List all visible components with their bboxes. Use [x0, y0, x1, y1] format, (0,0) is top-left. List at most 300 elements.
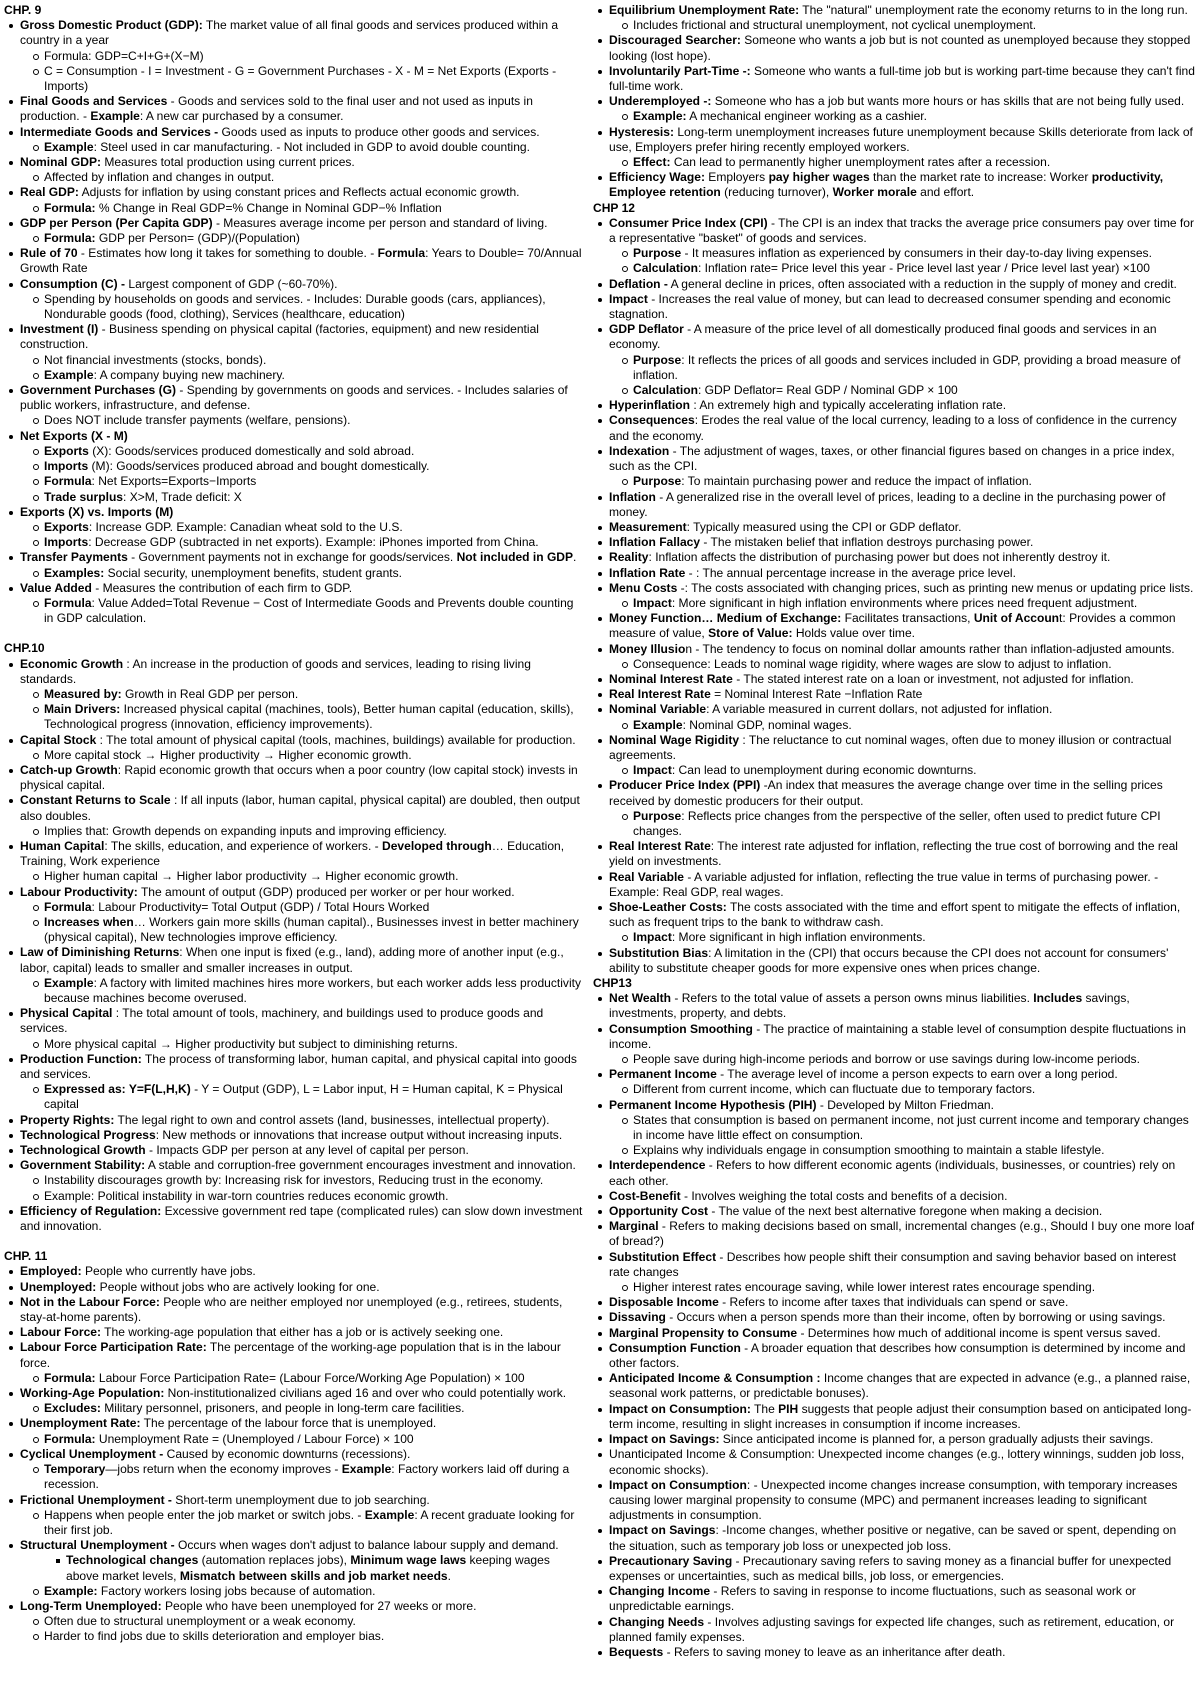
bold-term: Intermediate Goods and Services -: [20, 124, 219, 139]
sub-bullet-item: [4, 1584, 586, 1599]
bold-term: Main Drivers:: [44, 702, 121, 717]
body-text: : An extremely high and typically accelerating inflation rate.: [690, 398, 1007, 413]
bullet-item: [593, 1523, 1196, 1553]
bullet-item: [593, 1204, 1196, 1219]
body-text: : More significant in high inflation environments.: [671, 930, 926, 945]
bullet-item: [4, 216, 586, 231]
bold-term: Purpose: [633, 352, 682, 367]
body-text: - The stated interest rate on a loan or investment, not adjusted for inflation.: [732, 671, 1134, 686]
body-text: Growth in Real GDP per person.: [121, 686, 299, 701]
bullet-item: [593, 1478, 1196, 1524]
bullet-item: [4, 1204, 586, 1234]
body-text: Measures total production using current prices.: [101, 155, 355, 170]
sub-bullet-item: [593, 155, 1196, 170]
body-text: Explains why individuals engage in consumption smoothing to maintain a stable lifestyle.: [633, 1143, 1105, 1158]
bold-term: Technological Growth: [20, 1143, 146, 1158]
body-text: The amount of output (GDP) produced per worker or per hour worked.: [137, 884, 515, 899]
body-text: n - The tendency to focus on nominal dollar amounts rather than inflation-adjusted amounts.: [685, 641, 1175, 656]
body-text: Long-term unemployment increases future unemployment because Skills deteriorate from lack of use, Employers prefer hiring recently employed workers.: [609, 124, 1193, 154]
bold-term: Formula:: [44, 231, 96, 246]
bold-term: Consumer Price Index (CPI): [609, 215, 768, 230]
body-text: : Increase GDP. Example: Canadian wheat sold to the U.S.: [88, 519, 403, 534]
bold-term: Interdependence: [609, 1158, 706, 1173]
bold-term: Temporary: [44, 1462, 106, 1477]
bullet-list: [4, 18, 586, 626]
bullet-item: [593, 1341, 1196, 1371]
chapter-heading-chp-9: CHP. 9: [4, 3, 42, 17]
bullet-item: [4, 185, 586, 200]
bold-term: Changing Income: [609, 1584, 711, 1599]
bold-term: Hyperinflation: [609, 398, 690, 413]
bullet-item: [593, 277, 1196, 292]
bold-term: Gross Domestic Product (GDP):: [20, 18, 203, 33]
bold-term: Formula:: [44, 1370, 96, 1385]
sub-bullet-item: [4, 1401, 586, 1416]
bold-term: Efficiency of Regulation:: [20, 1203, 162, 1218]
bold-term: Formula: [44, 474, 92, 489]
body-text: : A company buying new machinery.: [93, 367, 285, 382]
body-text: : When one input is fixed (e.g., land), adding more of another input (e.g., labor, capital) leads to smaller and smaller increases in output.: [20, 945, 564, 975]
bold-term: Measured by:: [44, 686, 122, 701]
bullet-item: [593, 125, 1196, 155]
body-text: A stable and corruption-free government encourages investment and innovation.: [145, 1158, 576, 1173]
bullet-item: [4, 1493, 586, 1508]
bullet-item: [4, 18, 586, 48]
bold-term: Minimum wage laws: [350, 1553, 467, 1568]
bold-term: Physical Capital: [20, 1006, 113, 1021]
bold-term: Permanent Income: [609, 1067, 717, 1082]
bold-term: Disposable Income: [609, 1295, 719, 1310]
body-text: : A new car purchased by a consumer.: [139, 109, 344, 124]
body-text: Happens when people enter the job market or switch jobs. -: [44, 1507, 365, 1522]
bullet-item: [4, 505, 586, 520]
bold-term: Final Goods and Services: [20, 94, 168, 109]
bullet-item: [593, 444, 1196, 474]
bullet-item: [593, 1645, 1196, 1660]
bold-term: Substitution Bias: [609, 945, 709, 960]
bullet-item: [593, 1584, 1196, 1614]
bold-term: Catch-up Growth: [20, 762, 118, 777]
body-text: … Education, Training, Work experience: [20, 838, 565, 869]
bold-term: Underemployed -:: [609, 94, 712, 109]
sub-bullet-item: [4, 1173, 586, 1188]
body-text: Can lead to permanently higher unemployment rates after a recession.: [670, 155, 1051, 170]
sub-bullet-item: [4, 1553, 586, 1583]
bullet-item: [593, 581, 1196, 596]
bold-term: Menu Costs: [609, 580, 678, 595]
body-text: Labour Force Participation Rate= (Labour Force/Working Age Population) × 100: [95, 1370, 525, 1385]
body-text: - Describes how people shift their consumption and saving behavior based on interest rate changes: [609, 1249, 1177, 1279]
bullet-item: [593, 1022, 1196, 1052]
body-text: Different from current income, which can fluctuate due to temporary factors.: [633, 1082, 1036, 1097]
bullet-item: [4, 1447, 586, 1462]
bullet-item: [593, 535, 1196, 550]
bullet-item: [4, 322, 586, 352]
bold-term: Technological changes: [66, 1553, 199, 1568]
chapter-heading-chp-12: CHP 12: [593, 200, 635, 215]
sub-bullet-item: [4, 368, 586, 383]
body-text: : Years to Double= 70/Annual Growth Rate: [20, 246, 582, 276]
bold-term: Technological Progress: [20, 1127, 156, 1142]
right-column: [593, 3, 1196, 1660]
bold-term: Consequences: [609, 413, 695, 428]
bullet-item: [4, 1599, 586, 1614]
bullet-item: [4, 1325, 586, 1340]
sub-bullet-item: [4, 490, 586, 505]
chapter-heading-chp-10: CHP.10: [4, 641, 45, 656]
body-text: - The CPI is an index that tracks the average price consumers pay over time for a representative "basket" of goods and services.: [609, 215, 1194, 246]
body-text: -An index that measures the average change over time in the selling prices received by domestic producers for their output.: [609, 778, 1163, 808]
bold-term: Government Stability:: [20, 1158, 146, 1173]
bullet-item: [4, 1295, 586, 1325]
sub-bullet-item: [593, 474, 1196, 489]
body-text: C = Consumption - I = Investment - G = Government Purchases - X - M = Net Exports (Exports - Imports): [44, 63, 557, 94]
body-text: : The reluctance to cut nominal wages, often due to money illusion or contractual agreements.: [609, 732, 1172, 762]
bold-term: Inflation: [609, 489, 656, 504]
body-text: : Decrease GDP (subtracted in net exports). Example: iPhones imported from China.: [88, 535, 539, 550]
bold-term: Example: [44, 975, 94, 990]
body-text: … Workers gain more skills (human capital)., Businesses invest in better machinery (physical capital), New technologies improve efficiency.: [44, 914, 579, 945]
bold-term: Calculation: [633, 261, 698, 276]
bold-term: Increases when: [44, 914, 134, 929]
body-text: The percentage of the labour force that is unemployed.: [140, 1416, 437, 1431]
body-text: : Inflation rate= Price level this year - Price level last year / Price level last year) ×100: [697, 261, 1150, 276]
bullet-item: [593, 900, 1196, 930]
bullet-item: [593, 566, 1196, 581]
bullet-item: [593, 1371, 1196, 1401]
body-text: (automation replaces jobs),: [198, 1553, 351, 1568]
body-text: - Y = Output (GDP), L = Labor input, H = Human capital, K = Physical capital: [44, 1082, 563, 1112]
bold-term: Real Interest Rate: [609, 687, 711, 702]
bullet-item: [593, 490, 1196, 520]
sub-bullet-item: [593, 596, 1196, 611]
bold-term: Mismatch between skills and job market needs: [179, 1568, 448, 1583]
sub-bullet-item: [4, 520, 586, 535]
bold-term: Exports: [44, 519, 89, 534]
bold-term: Precautionary Saving: [609, 1553, 733, 1568]
body-text: : Can lead to unemployment during economic downturns.: [671, 763, 977, 778]
sub-bullet-item: [4, 1082, 586, 1112]
bullet-item: [4, 1052, 586, 1082]
body-text: : -Income changes, whether positive or negative, can be saved or spent, depending on the situation, such as temporary job loss or unexpected job loss.: [609, 1523, 1177, 1553]
body-text: Formula: GDP=C+I+G+(X−M): [44, 48, 204, 63]
bold-term: Imports: [44, 459, 89, 474]
bold-term: Money Illusio: [609, 641, 686, 656]
bold-term: Excludes:: [44, 1401, 101, 1416]
body-text: - Increases the real value of money, but can lead to decreased consumer spending and economic stagnation.: [609, 291, 1171, 322]
body-text: than the market rate to increase: Worker: [869, 170, 1092, 185]
bullet-item: [4, 125, 586, 140]
body-text: Largest component of GDP (~60-70%).: [125, 276, 338, 291]
bold-term: Net Exports (X - M): [20, 428, 128, 443]
bullet-item: [4, 1006, 586, 1036]
body-text: Unemployment Rate = (Unemployed / Labour Force) × 100: [95, 1431, 414, 1446]
bullet-item: [593, 520, 1196, 535]
bullet-item: [593, 839, 1196, 869]
bold-term: Indexation: [609, 443, 670, 458]
bullet-item: [593, 611, 1196, 641]
bold-term: Includes: [1033, 991, 1083, 1006]
bold-term: Hysteresis:: [609, 124, 674, 139]
body-text: - Refers to making decisions based on small, incremental changes (e.g., Should I buy one more loaf of bread?): [609, 1219, 1195, 1249]
body-text: : An increase in the production of goods and services, leading to rising living standards.: [20, 656, 531, 686]
bold-term: Not in the Labour Force:: [20, 1294, 160, 1309]
sub-bullet-item: [4, 1508, 586, 1538]
sub-bullet-item: [593, 18, 1196, 33]
body-text: - Impacts GDP per person at any level of capital per person.: [145, 1143, 469, 1158]
body-text: Goods used as inputs to produce other goods and services.: [218, 124, 540, 139]
bold-term: Consumption (C) -: [20, 276, 126, 291]
body-text: The process of transforming labor, human capital, and physical capital into goods and services.: [20, 1051, 577, 1082]
bullet-item: [593, 413, 1196, 443]
body-text: Unanticipated Income & Consumption: Unexpected income changes (e.g., lottery winnings, sudden job loss, economic shocks).: [609, 1447, 1185, 1477]
bullet-item: [593, 642, 1196, 657]
bold-term: Consumption Function: [609, 1340, 741, 1355]
body-text: Short-term unemployment due to job searching.: [171, 1492, 430, 1507]
body-text: A mechanical engineer working as a cashier.: [686, 109, 927, 124]
sub-bullet-item: [4, 748, 586, 763]
bold-term: Value Added: [20, 580, 92, 595]
sub-bullet-item: [4, 474, 586, 489]
sub-bullet-item: [4, 900, 586, 915]
bullet-item: [593, 1067, 1196, 1082]
bold-term: Worker morale: [832, 185, 917, 200]
bold-term: Example: [341, 1462, 392, 1477]
body-text: Instability discourages growth by: Increasing risk for investors, Reducing trust in the economy.: [44, 1173, 544, 1188]
body-text: The costs associated with the time and effort spent to mitigate the effects of inflation, such as frequent trips to the bank to withdraw cash.: [609, 899, 1181, 930]
body-text: (M): Goods/services produced abroad and bought domestically.: [88, 459, 430, 474]
bold-term: Permanent Income Hypothesis (PIH): [609, 1097, 817, 1112]
body-text: - Developed by Milton Friedman.: [816, 1097, 994, 1112]
bullet-item: [4, 945, 586, 975]
bold-term: Discouraged Searcher:: [609, 33, 741, 48]
bold-term: Real Interest Rate: [609, 839, 711, 854]
bullet-item: [4, 885, 586, 900]
bullet-item: [593, 1310, 1196, 1325]
bold-term: Investment (I): [20, 322, 99, 337]
bold-term: Economic Growth: [20, 656, 124, 671]
bullet-list: [4, 657, 586, 1235]
body-text: - Spending by governments on goods and services. - Includes salaries of public workers, infrastructure, and defense.: [20, 383, 568, 413]
body-text: suggests that people adjust their consumption based on anticipated long-term income, resulting in slight increases in consumption if income increases.: [609, 1401, 1192, 1431]
body-text: - Determines how much of additional income is spent versus saved.: [797, 1325, 1161, 1340]
bullet-item: [593, 1326, 1196, 1341]
bullet-item: [4, 793, 586, 823]
bullet-item: [593, 292, 1196, 322]
bold-term: Unemployment Rate:: [20, 1416, 141, 1431]
bullet-item: [593, 778, 1196, 808]
body-text: : A variable measured in current dollars, not adjusted for inflation.: [706, 702, 1053, 717]
body-text: - The mistaken belief that inflation destroys purchasing power.: [700, 535, 1034, 550]
sub-bullet-item: [593, 1052, 1196, 1067]
body-text: Facilitates transactions,: [841, 611, 974, 626]
body-text: People who have been unemployed for 27 weeks or more.: [161, 1598, 477, 1613]
body-text: .: [447, 1568, 451, 1583]
sub-bullet-item: [4, 702, 586, 732]
body-text: savings, investments, property, and debts.: [609, 991, 1130, 1021]
body-text: : Nominal GDP, nominal wages.: [682, 717, 852, 732]
bold-term: Employed:: [20, 1264, 82, 1279]
body-text: Implies that: Growth depends on expanding inputs and improving efficiency.: [44, 823, 447, 838]
body-text: -: The costs associated with changing prices, such as printing new menus or updating price lists.: [677, 580, 1194, 595]
body-text: Military personnel, prisoners, and people in long-term care facilities.: [100, 1401, 465, 1416]
body-text: : Value Added=Total Revenue − Cost of Intermediate Goods and Prevents double counting in GDP calculation.: [44, 595, 574, 626]
bold-term: Substitution Effect: [609, 1249, 717, 1264]
bold-term: Not included in GDP: [456, 550, 574, 565]
bold-term: Example:: [633, 109, 687, 124]
body-text: : - Unexpected income changes increase consumption, with temporary increases causing lower marginal propensity to consume (MPC) and permanent increases leading to significant adjustments in consumption.: [609, 1477, 1178, 1523]
body-text: : A limitation in the (CPI) that occurs because the CPI does not account for consumers' ability to substitute cheaper goods for more expensive ones when prices change.: [609, 945, 1169, 975]
body-text: - Occurs when a person spends more than their income, often by borrowing or using savings.: [665, 1310, 1166, 1325]
body-text: % Change in Real GDP=% Change in Nominal GDP−% Inflation: [95, 200, 442, 215]
sub-bullet-item: [4, 231, 586, 246]
bold-term: Bequests: [609, 1644, 664, 1659]
sub-bullet-item: [593, 930, 1196, 945]
body-text: : The interest rate adjusted for inflation, reflecting the true cost of borrowing and the real yield on investments.: [609, 839, 1178, 869]
body-text: Someone who wants a job but is not counted as unemployed because they stopped looking (lost hope).: [609, 33, 1191, 63]
bold-term: Reality: [609, 550, 649, 565]
body-text: Occurs when wages don't adjust to balance labour supply and demand.: [174, 1538, 559, 1553]
body-text: Excessive government red tape (complicated rules) can slow down investment and innovation.: [20, 1203, 583, 1234]
sub-bullet-item: [4, 49, 586, 64]
body-text: : A factory with limited machines hires more workers, but each worker adds less productivity because machines become overused.: [44, 975, 581, 1005]
body-text: - Measures average income per person and standard of living.: [212, 215, 548, 230]
body-text: (reducing turnover),: [720, 185, 833, 200]
body-text: People who are neither employed nor unemployed (e.g., retirees, students, stay-at-home parents).: [20, 1294, 563, 1325]
body-text: : More significant in high inflation environments where prices need frequent adjustment.: [671, 595, 1138, 610]
sub-bullet-item: [4, 1629, 586, 1644]
bullet-item: [593, 1219, 1196, 1249]
chapter-heading-chp13: CHP13: [593, 976, 632, 990]
bullet-item: [593, 733, 1196, 763]
body-text: Someone who wants a full-time job but is working part-time because they can't find full-time work.: [609, 63, 1195, 94]
bold-term: Impact on Savings:: [609, 1432, 720, 1447]
sub-bullet-item: [4, 444, 586, 459]
bold-term: Opportunity Cost: [609, 1204, 709, 1219]
bold-term: Unit of Accoun: [973, 611, 1060, 626]
body-text: : New methods or innovations that increase output without increasing inputs.: [155, 1127, 563, 1142]
bold-term: Human Capital: [20, 838, 105, 853]
bold-term: Net Wealth: [609, 991, 672, 1006]
bullet-list: [593, 3, 1196, 201]
body-text: - Refers to the total value of assets a person owns minus liabilities.: [671, 991, 1034, 1006]
body-text: : GDP Deflator= Real GDP / Nominal GDP × 100: [697, 383, 958, 398]
body-text: Harder to find jobs due to skills deterioration and employer bias.: [44, 1629, 385, 1644]
body-text: The working-age population that either has a job or is actively seeking one.: [101, 1325, 504, 1340]
bold-term: Impact: [633, 595, 672, 610]
bullet-list: [4, 1264, 586, 1644]
body-text: - Refers to saving in response to income fluctuations, such as seasonal work or unpredictable earnings.: [609, 1584, 1136, 1614]
sub-bullet-item: [593, 1113, 1196, 1143]
body-text: People save during high-income periods and borrow or use savings during low-income periods.: [633, 1052, 1140, 1067]
bullet-item: [593, 1158, 1196, 1188]
bold-term: GDP Deflator: [609, 322, 684, 337]
body-text: : Net Exports=Exports−Imports: [91, 474, 257, 489]
body-text: Caused by economic downturns (recessions).: [163, 1446, 411, 1461]
bullet-item: [4, 1416, 586, 1431]
sub-bullet-item: [593, 763, 1196, 778]
body-text: People who currently have jobs.: [81, 1264, 256, 1279]
body-text: Holds value over time.: [792, 626, 915, 641]
bullet-item: [4, 277, 586, 292]
bold-term: Expressed as: Y=F(L,H,K): [44, 1082, 191, 1097]
body-text: Non-institutionalized civilians aged 16 and over who could potentially work.: [164, 1386, 567, 1401]
bold-term: Equilibrium Unemployment Rate:: [609, 3, 800, 17]
body-text: t: Provides a common measure of value,: [609, 611, 1176, 641]
bullet-item: [593, 1402, 1196, 1432]
bullet-item: [593, 672, 1196, 687]
bold-term: Law of Diminishing Returns: [20, 945, 180, 960]
sub-bullet-item: [4, 140, 586, 155]
body-text: : The skills, education, and experience of workers. -: [104, 838, 383, 853]
body-text: : Erodes the real value of the local currency, leading to a loss of confidence in the currency and the economy.: [609, 413, 1177, 443]
bullet-item: [4, 1128, 586, 1143]
sub-bullet-item: [593, 657, 1196, 672]
bold-term: Effect:: [633, 155, 671, 170]
bold-term: Purpose: [633, 246, 682, 261]
sub-bullet-item: [4, 413, 586, 428]
bullet-item: [593, 1098, 1196, 1113]
bullet-list: [593, 216, 1196, 976]
body-text: : The total amount of physical capital (tools, machines, buildings) available for production.: [96, 732, 576, 747]
body-text: Often due to structural unemployment or a weak economy.: [44, 1614, 356, 1629]
bold-term: Government Purchases (G): [20, 383, 176, 398]
left-column: [4, 3, 586, 1645]
body-text: : The total amount of tools, machinery, and buildings used to produce goods and services.: [20, 1006, 544, 1036]
body-text: The legal right to own and control assets (land, businesses, intellectual property).: [114, 1112, 550, 1127]
body-text: Does NOT include transfer payments (welfare, pensions).: [44, 413, 351, 428]
sub-bullet-item: [593, 261, 1196, 276]
bullet-item: [4, 1264, 586, 1279]
body-text: Employers: [704, 170, 769, 185]
bold-term: Rule of 70: [20, 246, 78, 261]
body-text: - A measure of the price level of all domestically produced final goods and services in an economy.: [609, 322, 1157, 352]
bullet-item: [593, 870, 1196, 900]
body-text: : It reflects the prices of all goods and services included in GDP, providing a broad measure of inflation.: [633, 352, 1181, 382]
body-text: The percentage of the working-age population that is in the labour force.: [20, 1340, 561, 1370]
body-text: : To maintain purchasing power and reduce the impact of inflation.: [681, 474, 1032, 489]
sub-bullet-item: [593, 809, 1196, 839]
bold-term: Impact on Savings: [609, 1523, 716, 1538]
bold-term: Changing Needs: [609, 1614, 705, 1629]
sub-bullet-item: [4, 915, 586, 945]
body-text: : Rapid economic growth that occurs when a poor country (low capital stock) invests in physical capital.: [20, 762, 578, 793]
bullet-item: [593, 1189, 1196, 1204]
sub-bullet-item: [593, 1082, 1196, 1097]
body-text: Income changes that are expected in advance (e.g., a planned raise, seasonal work patterns, or predictable bonuses).: [609, 1371, 1191, 1401]
bold-term: Impact: [633, 930, 672, 945]
bullet-item: [4, 155, 586, 170]
body-text: : Labour Productivity= Total Output (GDP) / Total Hours Worked: [91, 899, 430, 914]
body-text: - Refers to saving money to leave as an inheritance after death.: [663, 1644, 1006, 1659]
bold-term: Producer Price Index (PPI): [609, 778, 761, 793]
bullet-item: [593, 1250, 1196, 1280]
bold-term: Measurement: [609, 519, 687, 534]
body-text: - The average level of income a person expects to earn over a long period.: [716, 1067, 1118, 1082]
bold-term: Example: [44, 139, 94, 154]
bold-term: Example: [364, 1507, 415, 1522]
body-text: Consequence: Leads to nominal wage rigidity, where wages are slow to adjust to inflation.: [633, 656, 1112, 671]
bold-term: Property Rights:: [20, 1112, 115, 1127]
bullet-item: [593, 550, 1196, 565]
bold-term: Marginal: [609, 1219, 659, 1234]
body-text: - The value of the next best alternative foregone when making a decision.: [708, 1204, 1103, 1219]
bold-term: Example: [633, 717, 683, 732]
body-text: Someone who has a job but wants more hours or has skills that are not being fully used.: [711, 94, 1185, 109]
bullet-item: [593, 946, 1196, 976]
body-text: Not financial investments (stocks, bonds).: [44, 352, 267, 367]
bullet-item: [593, 1295, 1196, 1310]
